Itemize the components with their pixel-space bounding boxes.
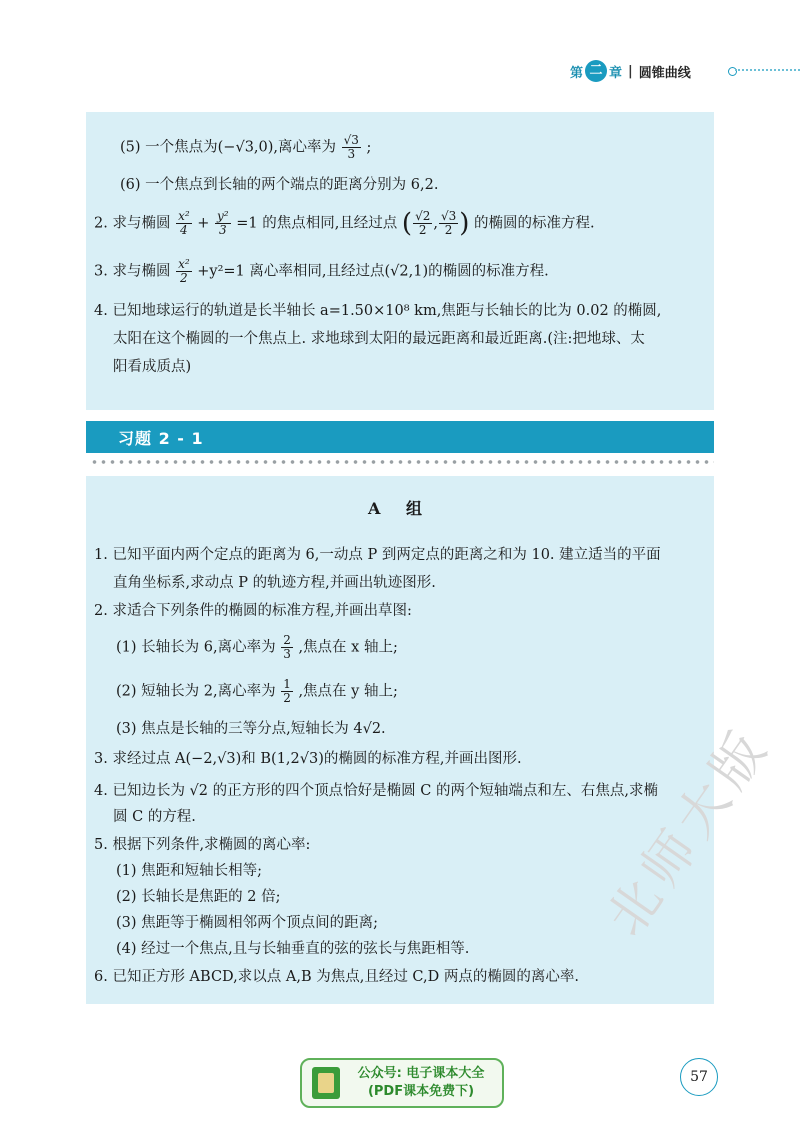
- item-5-text: (5) 一个焦点为(−√3,0),离心率为: [120, 139, 337, 156]
- right-paren: ): [459, 208, 470, 239]
- fraction: [342, 134, 361, 161]
- fraction: [176, 258, 192, 285]
- numerator: √3: [440, 209, 457, 223]
- page-number: 57: [680, 1058, 718, 1096]
- chapter-prefix: 第: [570, 65, 584, 81]
- chapter-separator: |: [628, 63, 633, 79]
- problem-1-line-1: 1. 已知平面内两个定点的距离为 6,一动点 P 到两定点的距离之和为 10. 建立适当的平面: [94, 547, 661, 563]
- problem-5-3: (3) 焦距等于椭圆相邻两个顶点间的距离;: [116, 915, 379, 931]
- denominator: 2: [444, 223, 453, 237]
- plus-sign: +: [197, 215, 210, 232]
- q3-text-a: 3. 求与椭圆: [94, 263, 171, 280]
- book-icon: [312, 1067, 340, 1099]
- question-3: [94, 258, 549, 285]
- chapter-title: 圆锥曲线: [638, 65, 691, 81]
- problem-2: 2. 求适合下列条件的椭圆的标准方程,并画出草图:: [94, 603, 412, 619]
- question-4-line-2: 太阳在这个椭圆的一个焦点上. 求地球到太阳的最远距离和最近距离.(注:把地球、太: [113, 331, 645, 347]
- promo-line-1: 公众号: 电子课本大全: [357, 1066, 485, 1081]
- denominator: 3: [347, 147, 356, 161]
- denominator: 2: [418, 223, 427, 237]
- denominator: 3: [283, 647, 291, 661]
- section-dotted-divider: [90, 459, 714, 465]
- watermark: 北师大版: [595, 715, 783, 947]
- chapter-number: 二: [585, 60, 607, 82]
- denominator: 4: [180, 223, 188, 237]
- problem-5-2: (2) 长轴长是焦距的 2 倍;: [116, 889, 281, 905]
- item-5-end: ;: [366, 139, 372, 156]
- problem-1-line-2: 直角坐标系,求动点 P 的轨迹方程,并画出轨迹图形.: [113, 575, 436, 591]
- exercise-box-top: [86, 112, 714, 410]
- p2-2-text-a: (2) 短轴长为 2,离心率为: [116, 683, 276, 700]
- chapter-badge: [570, 60, 691, 82]
- fraction: [281, 634, 293, 661]
- fraction: [281, 678, 293, 705]
- numerator: 1: [283, 677, 291, 691]
- section-title: 习题 2 - 1: [118, 429, 204, 448]
- numerator: √2: [415, 209, 431, 223]
- problem-4-line-2: 圆 C 的方程.: [113, 809, 196, 825]
- q2-text-b: =1 的焦点相同,且经过点: [236, 215, 398, 232]
- problem-5-1: (1) 焦距和短轴长相等;: [116, 863, 263, 879]
- fraction: [439, 210, 458, 237]
- q2-text-c: 的椭圆的标准方程.: [474, 215, 595, 232]
- problem-2-3: (3) 焦点是长轴的三等分点,短轴长为 4√2.: [116, 721, 386, 737]
- promo-line-2: (PDF课本免费下): [367, 1084, 475, 1099]
- header-dotted-line: [735, 69, 800, 75]
- problem-4-line-1: 4. 已知边长为 √2 的正方形的四个顶点恰好是椭圆 C 的两个短轴端点和左、右焦点,求椭: [94, 783, 659, 799]
- section-header-bar: [86, 421, 714, 453]
- problem-6: 6. 已知正方形 ABCD,求以点 A,B 为焦点,且经过 C,D 两点的椭圆的离心率.: [94, 969, 579, 985]
- fraction: [176, 210, 192, 237]
- q3-text-b: +y²=1 离心率相同,且经过点(√2,1)的椭圆的标准方程.: [197, 263, 549, 280]
- item-6: (6) 一个焦点到长轴的两个端点的距离分别为 6,2.: [120, 177, 439, 193]
- question-2: [94, 210, 595, 237]
- numerator: x²: [178, 209, 190, 223]
- p2-1-text-b: ,焦点在 x 轴上;: [298, 639, 398, 656]
- left-paren: (: [401, 208, 413, 239]
- fraction: [413, 210, 432, 237]
- question-4-line-1: 4. 已知地球运行的轨道是长半轴长 a=1.50×10⁸ km,焦距与长轴长的比为 0.02 的椭圆,: [94, 303, 662, 319]
- numerator: √3: [343, 133, 359, 147]
- numerator: 2: [283, 633, 291, 647]
- q2-text-a: 2. 求与椭圆: [94, 215, 171, 232]
- fraction: [215, 210, 231, 237]
- denominator: 2: [180, 271, 188, 285]
- promo-text: [340, 1065, 502, 1101]
- promo-badge: [300, 1058, 504, 1108]
- denominator: 2: [283, 691, 291, 705]
- chapter-suffix: 章: [609, 65, 623, 81]
- p2-1-text-a: (1) 长轴长为 6,离心率为: [116, 639, 276, 656]
- problem-5: 5. 根据下列条件,求椭圆的离心率:: [94, 837, 311, 853]
- numerator: x²: [178, 257, 190, 271]
- question-4-line-3: 阳看成质点): [113, 359, 192, 375]
- group-title: A 组: [368, 499, 432, 518]
- problem-5-4: (4) 经过一个焦点,且与长轴垂直的弦的弦长与焦距相等.: [116, 941, 470, 957]
- p2-2-text-b: ,焦点在 y 轴上;: [298, 683, 398, 700]
- problem-2-2: [116, 678, 398, 705]
- numerator: y²: [217, 209, 229, 223]
- comma: ,: [433, 215, 438, 232]
- problem-2-1: [116, 634, 398, 661]
- problem-3: 3. 求经过点 A(−2,√3)和 B(1,2√3)的椭圆的标准方程,并画出图形.: [94, 751, 522, 767]
- denominator: 3: [218, 223, 227, 237]
- chapter-header: [540, 58, 800, 88]
- item-5: [120, 134, 371, 161]
